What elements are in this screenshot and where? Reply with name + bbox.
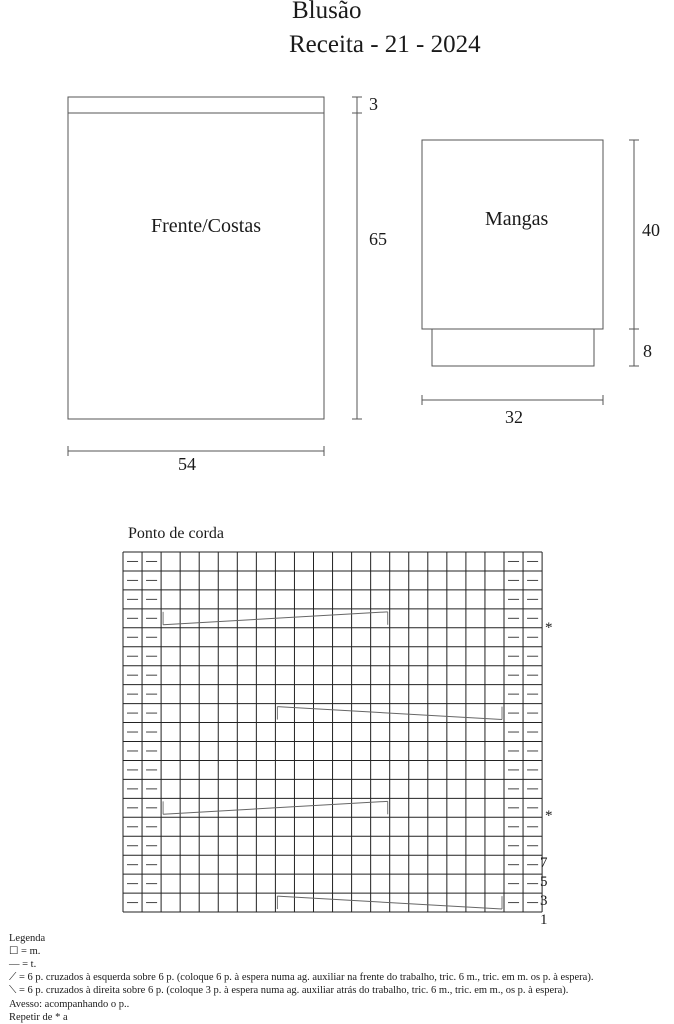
legend-item-text: = 6 p. cruzados à esquerda sobre 6 p. (coloque 6 p. à espera numa ag. auxiliar na frente do trabalho, tric. 6 m., tric. em m. os p. à espera). — [18, 972, 594, 983]
sleeve-width-dimension — [422, 395, 603, 405]
sleeve-cuff-measure: 8 — [643, 341, 652, 361]
legend-item-right-cross — [9, 984, 568, 997]
sleeve-outline — [422, 140, 603, 329]
purl-symbol-icon: — — [9, 959, 20, 970]
legend-heading: Legenda — [9, 933, 46, 944]
sleeve-height-measure: 40 — [642, 220, 660, 240]
chart-title: Ponto de corda — [128, 525, 224, 542]
sleeve-label: Mangas — [485, 208, 549, 230]
legend-item-text: = m. — [21, 946, 41, 957]
row-number-5: 5 — [540, 874, 548, 890]
right-cross-symbol-icon: ⟍ — [9, 985, 17, 996]
sleeve-width-measure: 32 — [505, 407, 523, 427]
front-back-rib-measure: 3 — [369, 94, 378, 114]
sleeve-piece — [422, 140, 603, 366]
stitch-chart-grid — [123, 552, 542, 912]
legend-item-purl — [9, 958, 36, 971]
legend-item-left-cross — [9, 971, 593, 984]
repeat-mark-top: * — [545, 620, 553, 636]
sleeve-height-dimension — [629, 140, 639, 366]
front-back-width-dimension — [68, 446, 324, 456]
legend-note-repeat: Repetir de * a — [9, 1012, 68, 1023]
knit-symbol-icon: ☐ — [9, 946, 19, 957]
legend-item-knit — [9, 945, 40, 958]
left-cross-symbol-icon: ⟋ — [9, 972, 17, 983]
front-back-label: Frente/Costas — [151, 215, 261, 237]
front-back-outline — [68, 97, 324, 419]
legend-note-wrong-side: Avesso: acompanhando o p.. — [9, 999, 130, 1010]
repeat-mark-bottom: * — [545, 808, 553, 824]
front-back-height-measure: 65 — [369, 229, 387, 249]
front-back-width-measure: 54 — [178, 454, 196, 474]
legend-item-text: = 6 p. cruzados à direita sobre 6 p. (coloque 3 p. à espera numa ag. auxiliar atrás do trabalho, tric. 6 m., tric. em m., os p. à espera). — [18, 985, 569, 996]
pattern-subtitle: Receita - 21 - 2024 — [289, 31, 481, 58]
front-back-piece — [68, 97, 324, 419]
legend-item-text: = t. — [22, 959, 37, 970]
row-number-7: 7 — [540, 855, 548, 871]
pattern-title: Blusão — [292, 0, 362, 24]
row-number-3: 3 — [540, 893, 548, 909]
row-number-1: 1 — [540, 912, 548, 928]
sleeve-cuff-outline — [432, 329, 594, 366]
front-back-height-dimension — [352, 97, 362, 419]
